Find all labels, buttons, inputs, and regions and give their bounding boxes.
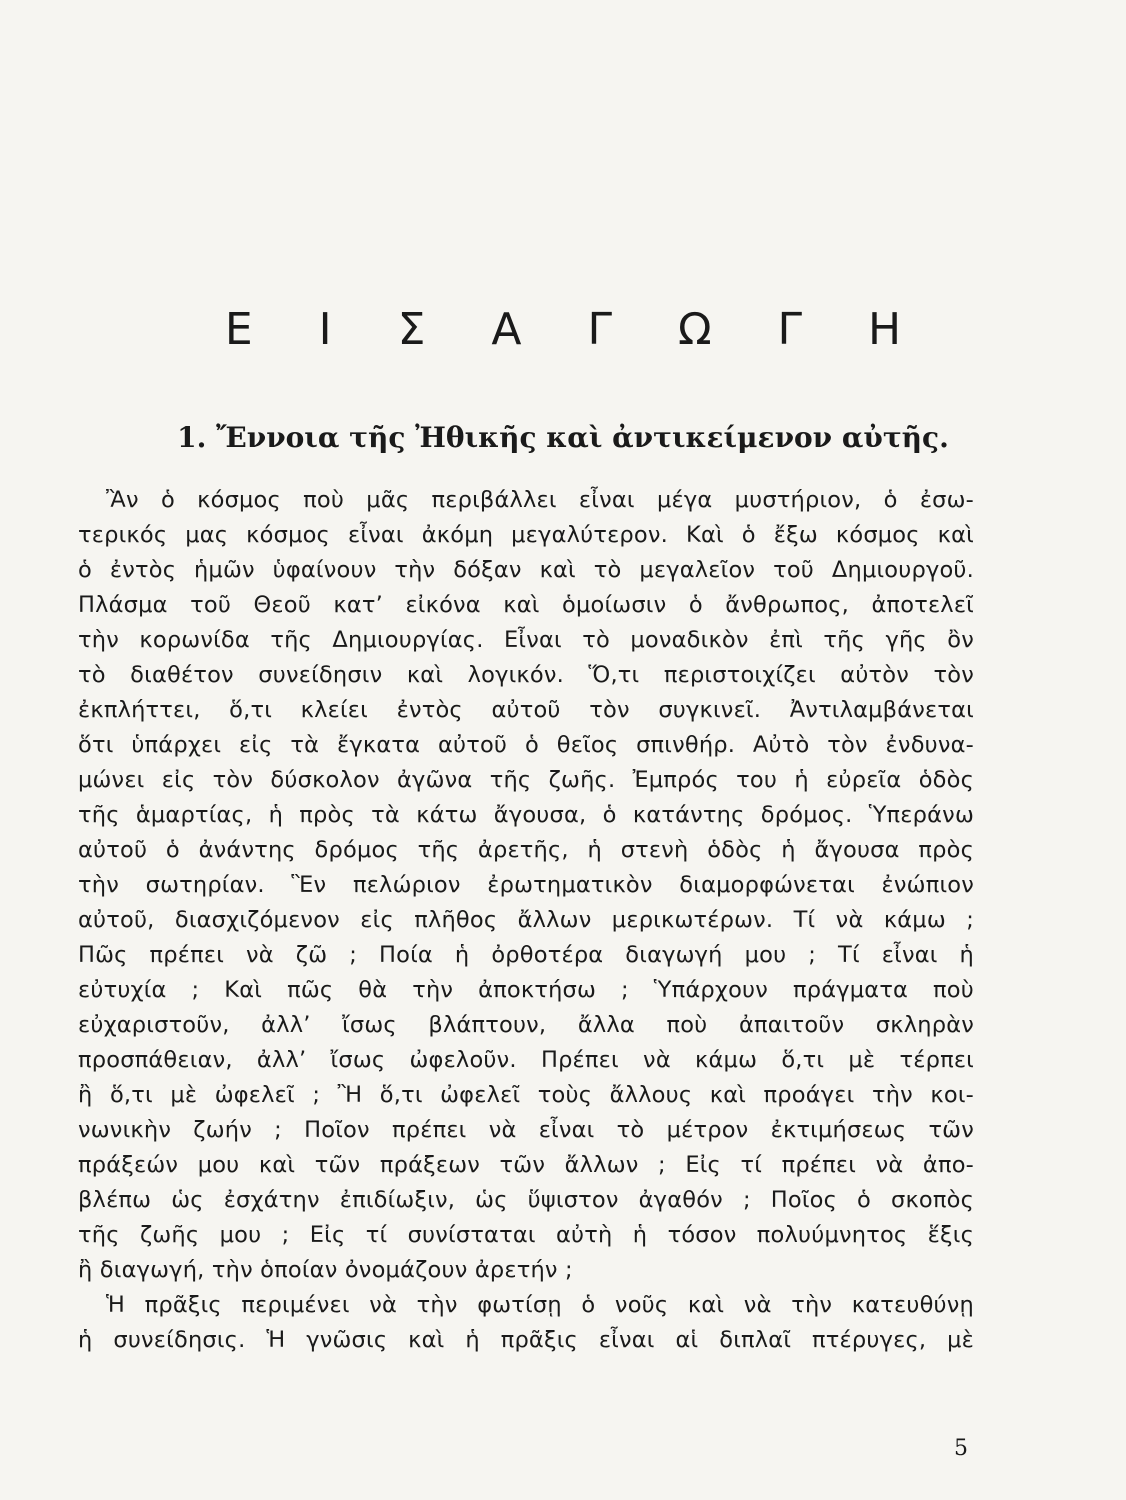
text-line: μώνει εἰς τὸν δύσκολον ἀγῶνα τῆς ζωῆς. Ἐμπρός του ἡ εὐρεῖα ὁδὸς — [78, 767, 974, 793]
text-line: τὸ διαθέτον συνείδησιν καὶ λογικόν. Ὅ,τι περιστοιχίζει αὐτὸν τὸν — [78, 662, 974, 688]
text-line: βλέπω ὡς ἐσχάτην ἐπιδίωξιν, ὡς ὕψιστον ἀγαθόν ; Ποῖος ὁ σκοπὸς — [78, 1187, 974, 1213]
text-line: τὴν κορωνίδα τῆς Δημιουργίας. Εἶναι τὸ μοναδικὸν ἐπὶ τῆς γῆς ὂν — [78, 627, 974, 653]
section-heading: 1. Ἔννοια τῆς Ἠθικῆς καὶ ἀντικείμενον αὐτῆς. — [177, 421, 949, 454]
text-line: προσπάθειαν, ἀλλ’ ἴσως ὠφελοῦν. Πρέπει νὰ κάμω ὅ,τι μὲ τέρπει — [78, 1047, 974, 1073]
text-line: ἢ ὅ,τι μὲ ὠφελεῖ ; Ἢ ὅ,τι ὠφελεῖ τοὺς ἄλλους καὶ προάγει τὴν κοι- — [78, 1082, 974, 1108]
text-line: πράξεών μου καὶ τῶν πράξεων τῶν ἄλλων ; Εἰς τί πρέπει νὰ ἀπο- — [78, 1152, 974, 1178]
text-line: τῆς ἁμαρτίας, ἡ πρὸς τὰ κάτω ἄγουσα, ὁ κατάντης δρόμος. Ὑπεράνω — [78, 802, 974, 828]
text-line: νωνικὴν ζωήν ; Ποῖον πρέπει νὰ εἶναι τὸ μέτρον ἐκτιμήσεως τῶν — [78, 1117, 974, 1143]
text-line: ἡ συνείδησις. Ἡ γνῶσις καὶ ἡ πρᾶξις εἶναι αἱ διπλαῖ πτέρυγες, μὲ — [78, 1327, 974, 1353]
text-line: τερικός μας κόσμος εἶναι ἀκόμη μεγαλύτερον. Καὶ ὁ ἔξω κόσμος καὶ — [78, 522, 974, 548]
text-line: ἢ διαγωγή, τὴν ὁποίαν ὀνομάζουν ἀρετήν ; — [78, 1257, 573, 1283]
text-line: τὴν σωτηρίαν. Ἓν πελώριον ἐρωτηματικὸν διαμορφώνεται ἐνώπιον — [78, 872, 974, 898]
text-line: Πῶς πρέπει νὰ ζῶ ; Ποία ἡ ὀρθοτέρα διαγωγή μου ; Τί εἶναι ἡ — [78, 942, 974, 968]
text-line: Πλάσμα τοῦ Θεοῦ κατ’ εἰκόνα καὶ ὁμοίωσιν ὁ ἄνθρωπος, ἀποτελεῖ — [78, 592, 974, 618]
chapter-title: Ε Ι Σ Α Γ Ω Γ Η — [224, 304, 928, 355]
text-line: ὅτι ὑπάρχει εἰς τὰ ἔγκατα αὐτοῦ ὁ θεῖος σπινθήρ. Αὐτὸ τὸν ἐνδυνα- — [78, 732, 974, 758]
text-line: εὐχαριστοῦν, ἀλλ’ ἴσως βλάπτουν, ἄλλα ποὺ ἀπαιτοῦν σκληρὰν — [78, 1012, 974, 1038]
text-line: ἐκπλήττει, ὅ,τι κλείει ἐντὸς αὐτοῦ τὸν συγκινεῖ. Ἀντιλαμβάνεται — [78, 697, 974, 723]
text-line: εὐτυχία ; Καὶ πῶς θὰ τὴν ἀποκτήσω ; Ὑπάρχουν πράγματα ποὺ — [78, 977, 974, 1003]
text-line: τῆς ζωῆς μου ; Εἰς τί συνίσταται αὐτὴ ἡ τόσον πολυύμνητος ἕξις — [78, 1222, 974, 1248]
text-line: Ἡ πρᾶξις περιμένει νὰ τὴν φωτίσῃ ὁ νοῦς καὶ νὰ τὴν κατευθύνῃ — [106, 1292, 974, 1318]
page-number: 5 — [954, 1436, 968, 1461]
text-line: ὁ ἐντὸς ἡμῶν ὑφαίνουν τὴν δόξαν καὶ τὸ μεγαλεῖον τοῦ Δημιουργοῦ. — [78, 557, 974, 583]
body-text — [78, 483, 974, 1358]
text-line: αὐτοῦ, διασχιζόμενον εἰς πλῆθος ἄλλων μερικωτέρων. Τί νὰ κάμω ; — [78, 907, 974, 933]
text-line: αὐτοῦ ὁ ἀνάντης δρόμος τῆς ἀρετῆς, ἡ στενὴ ὁδὸς ἡ ἄγουσα πρὸς — [78, 837, 974, 863]
text-line: Ἂν ὁ κόσμος ποὺ μᾶς περιβάλλει εἶναι μέγα μυστήριον, ὁ ἐσω- — [106, 487, 974, 513]
